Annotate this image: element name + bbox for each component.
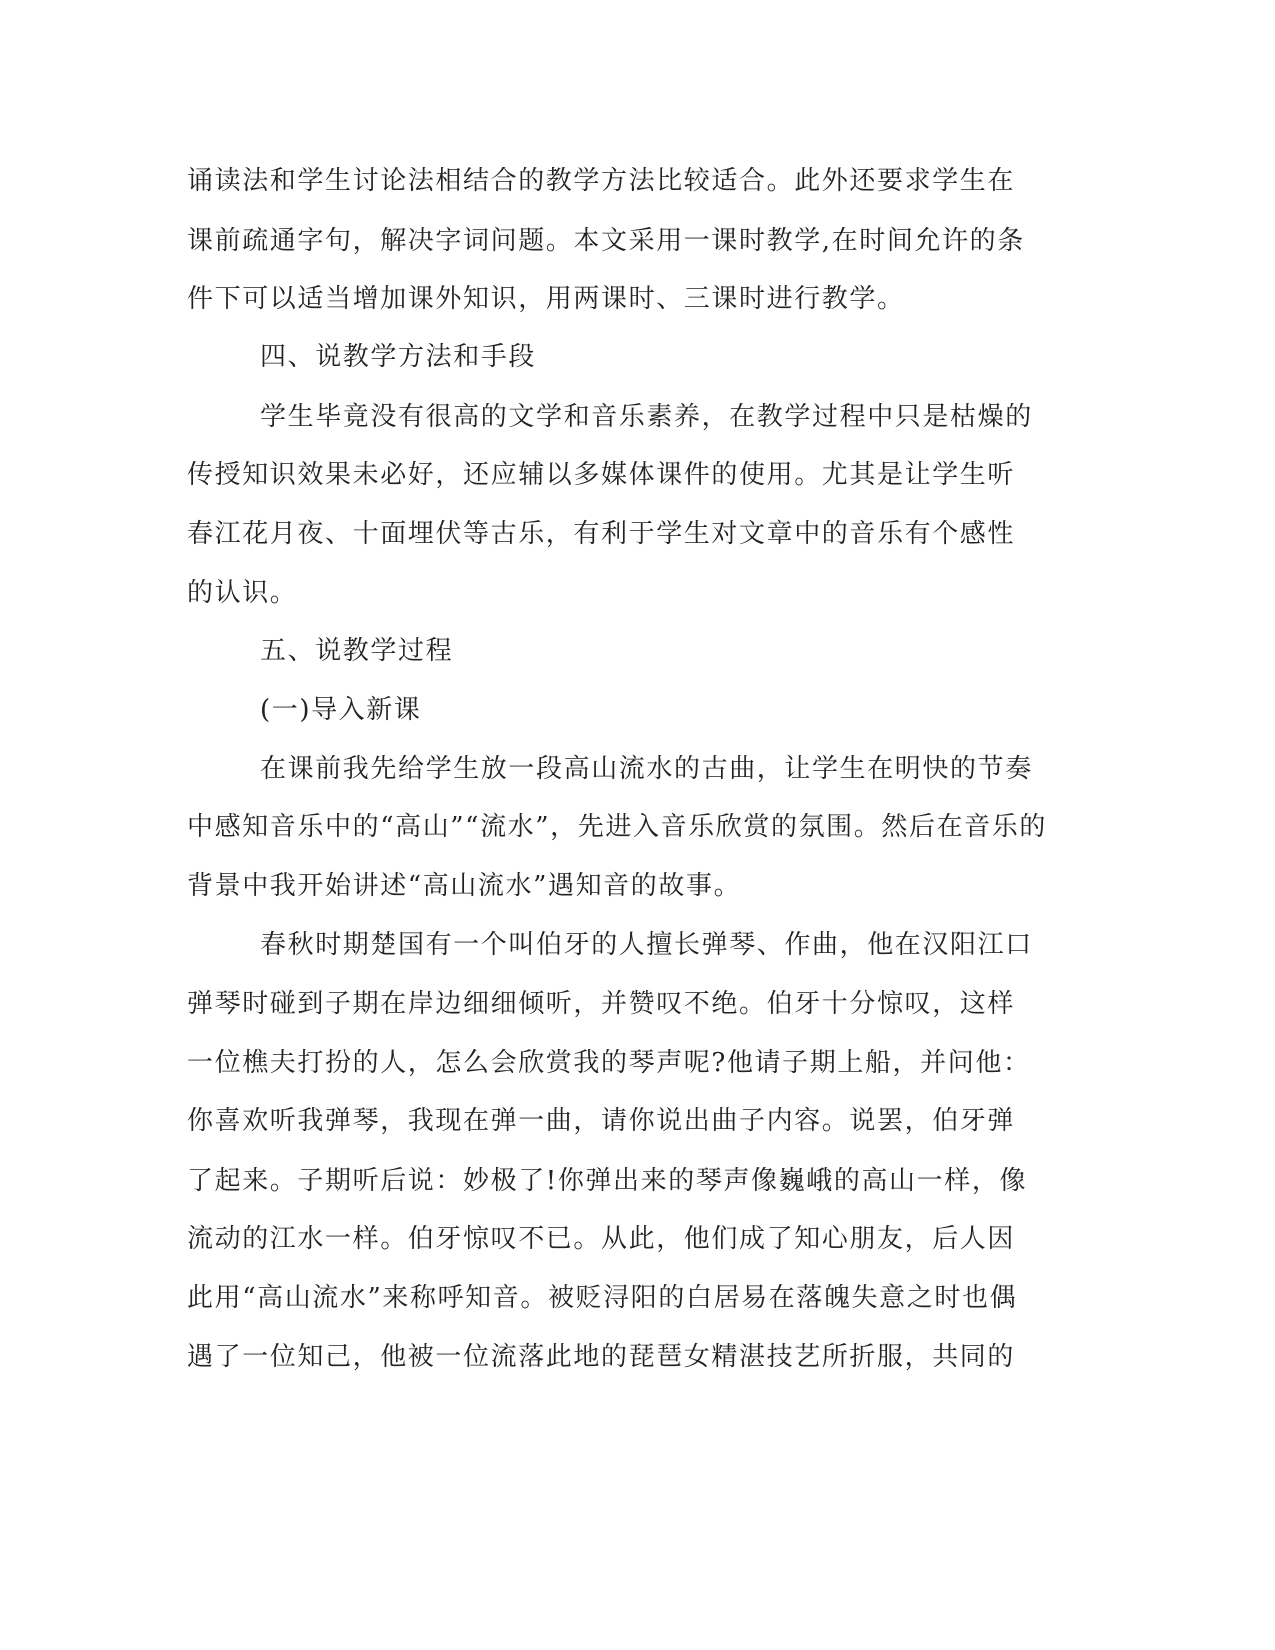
text-line: 春江花月夜、十面埋伏等古乐，有利于学生对文章中的音乐有个感性	[187, 519, 1016, 549]
text-line: 你喜欢听我弹琴，我现在弹一曲，请你说出曲子内容。说罢，伯牙弹	[187, 1106, 1016, 1136]
text-line: 课前疏通字句，解决字词问题。本文采用一课时教学,在时间允许的条	[187, 226, 1025, 256]
text-line: 流动的江水一样。伯牙惊叹不已。从此，他们成了知心朋友，后人因	[187, 1224, 1016, 1254]
text-line: 弹琴时碰到子期在岸边细细倾听，并赞叹不绝。伯牙十分惊叹，这样	[187, 989, 1016, 1019]
text-line: 此用“高山流水”来称呼知音。被贬浔阳的白居易在落魄失意之时也偶	[187, 1283, 1018, 1313]
text-line: 中感知音乐中的“高山”“流水”，先进入音乐欣赏的氛围。然后在音乐的	[187, 812, 1047, 842]
text-line: 的认识。	[187, 578, 298, 608]
text-line: 了起来。子期听后说：妙极了!你弹出来的琴声像巍峨的高山一样，像	[187, 1166, 1028, 1196]
subsection-heading: (一)导入新课	[260, 695, 422, 725]
text-line: 背景中我开始讲述“高山流水”遇知音的故事。	[187, 871, 742, 901]
text-line: 诵读法和学生讨论法相结合的教学方法比较适合。此外还要求学生在	[187, 166, 1016, 196]
text-line: 春秋时期楚国有一个叫伯牙的人擅长弹琴、作曲，他在汉阳江口	[260, 930, 1033, 960]
section-heading: 四、说教学方法和手段	[260, 342, 537, 372]
text-line: 一位樵夫打扮的人，怎么会欣赏我的琴声呢?他请子期上船，并问他：	[187, 1048, 1031, 1078]
text-line: 件下可以适当增加课外知识，用两课时、三课时进行教学。	[187, 284, 905, 314]
text-line: 在课前我先给学生放一段高山流水的古曲，让学生在明快的节奏	[260, 754, 1033, 784]
section-heading: 五、说教学过程	[260, 636, 454, 666]
text-line: 学生毕竟没有很高的文学和音乐素养，在教学过程中只是枯燥的	[260, 402, 1033, 432]
text-line: 遇了一位知己，他被一位流落此地的琵琶女精湛技艺所折服，共同的	[187, 1342, 1016, 1372]
text-line: 传授知识效果未必好，还应辅以多媒体课件的使用。尤其是让学生听	[187, 460, 1016, 490]
